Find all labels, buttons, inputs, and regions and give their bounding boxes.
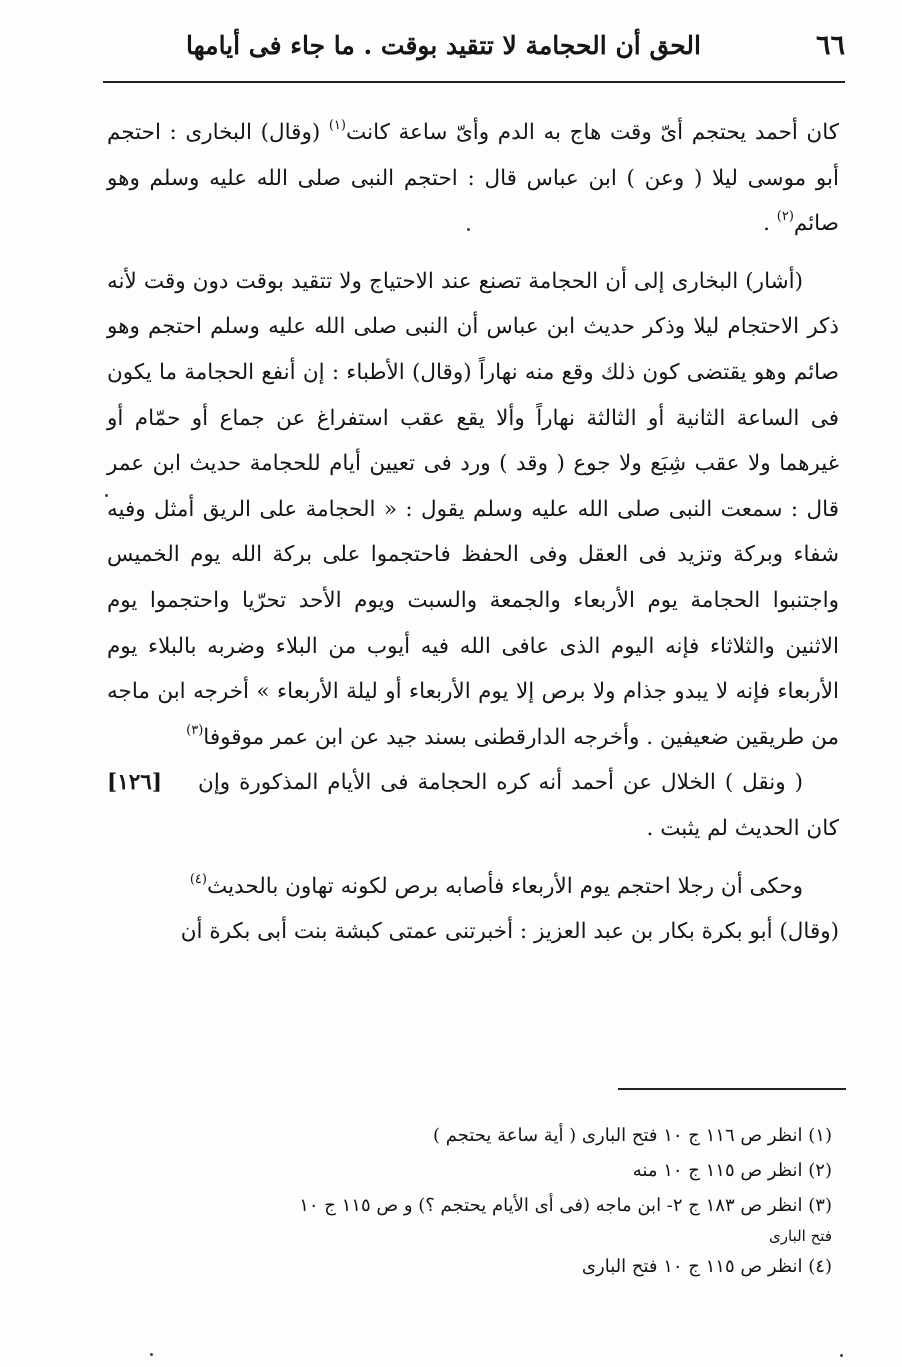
running-title: الحق أن الحجامة لا تتقيد بوقت . ما جاء فى أيامها (186, 31, 701, 60)
paragraph-1: كان أحمد يحتجم أىّ وقت هاج به الدم وأىّ ساعة كانت$^{(١)}$ (وقال) البخارى : احتجم أبو موسى ليلا ( وعن ) ابن عباس قال : احتجم النبى صلى الله عليه وسلم وهو صائم$^{(٢)}$ . (107, 118, 840, 237)
footnote-3: (٣) انظر ص ١٨٣ ج ٢- ابن ماجه (فى أى الأيام يحتجم ؟) و ص ١١٥ ج ١٠ (299, 1195, 832, 1216)
page-number: ٦٦ (815, 30, 845, 61)
paragraph-3: ( ونقل ) الخلال عن أحمد أنه كره الحجامة فى الأيام المذكورة وإن كان الحديث لم يثبت . (198, 770, 839, 841)
footnote-marker-1: (١) (328, 118, 346, 133)
footnote-marker-2: (٢) (776, 209, 794, 225)
footnote-2: (٢) انظر ص ١١٥ ج ١٠ منه (632, 1160, 832, 1181)
reference-number: [١٢٦] (107, 770, 163, 796)
main-text (107, 110, 839, 955)
paper-speck (150, 1353, 153, 1356)
paragraph-5: (وقال) أبو بكرة بكار بن عبد العزيز : أخبرتنى عمتى كبشة بنت أبى بكرة أن (180, 919, 839, 945)
footnote-marker-3: (٣) (186, 722, 204, 738)
header-divider (103, 81, 845, 83)
footnote-1: (١) انظر ص ١١٦ ج ١٠ فتح البارى ( أية ساعة يحتجم ) (432, 1125, 832, 1146)
footnotes (107, 1118, 832, 1284)
paper-speck (840, 1354, 843, 1357)
paper-speck (467, 228, 470, 231)
footnote-divider (618, 1088, 846, 1090)
paragraph-4: وحكى أن رجلا احتجم يوم الأربعاء فأصابه برص لكونه تهاون بالحديث$^{(٤)}$ (189, 871, 803, 899)
paragraph-2: (أشار) البخارى إلى أن الحجامة تصنع عند الاحتياج ولا تتقيد بوقت دون وقت لأنه ذكر الاحتجام ليلا وذكر حديث ابن عباس أن النبى صلى الله عليه وسلم احتجم وهو صائم وهو يقتضى كون ذلك وقع منه نهاراً (وقال) الأطباء : إن أنفع الحجامة ما يكون فى الساعة الثانية أو الثالثة نهاراً وألا يقع عقب استفراغ عن جماع أو حمّام أو غيرهما ولا عقب شِبَع ولا جوع ( وقد ) ورد فى تعيين أيام للحجامة حديث ابن عمر قال : سمعت النبى صلى الله عليه وسلم يقول : « الحجامة على الريق أمثل وفيه شفاء وبركة وتزيد فى العقل وفى الحفظ فاحتجموا على بركة الله يوم الخميس واجتنبوا الحجامة يوم الأربعاء والجمعة والسبت ويوم الأحد تحرّيا واحتجموا يوم الاثنين والثلاثاء فإنه اليوم الذى عافى الله فيه أيوب من البلاء وضربه بالبلاء يوم الأربعاء فإنه لا يبدو جذام ولا برص إلا يوم الأربعاء أو ليلة الأربعاء » أخرجه ابن ماجه من طريقين ضعيفين . وأخرجه الدارقطنى بسند جيد عن ابن عمر موقوفا$^{(٣)}$ [١٢٦] (107, 259, 839, 761)
paper-speck (105, 494, 108, 497)
page-header (103, 22, 845, 78)
footnote-marker-4: (٤) (189, 871, 207, 887)
footnote-3-continuation: فتح البارى (769, 1227, 832, 1245)
footnote-4: (٤) انظر ص ١١٥ ج ١٠ فتح البارى (581, 1256, 832, 1277)
